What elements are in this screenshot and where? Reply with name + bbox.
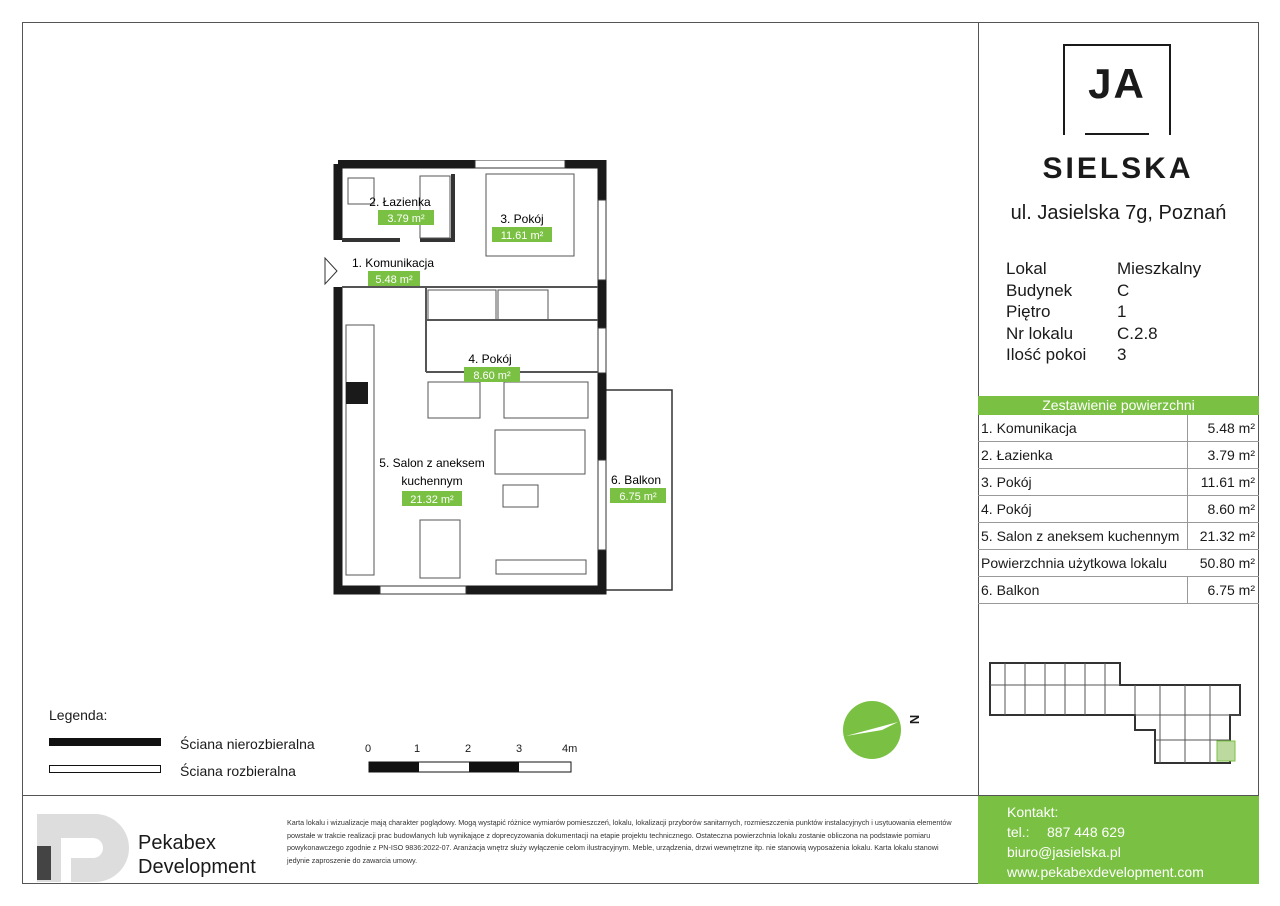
- room-label-balcony: [610, 473, 666, 503]
- company-name-line: Development: [138, 856, 256, 878]
- info-value: C.2.8: [1117, 323, 1158, 343]
- legend-wall-fixed-swatch: [49, 738, 161, 746]
- scale-bar: [368, 761, 572, 773]
- bed: [504, 382, 588, 418]
- info-label: Lokal: [1006, 259, 1047, 278]
- row-name: 6. Balkon: [978, 577, 1188, 603]
- info-value: 3: [1117, 345, 1127, 364]
- inner-wall: [426, 287, 598, 372]
- phone-number[interactable]: 887 448 629: [1047, 824, 1125, 840]
- legend-wall-fixed-label: Ściana nierozbieralna: [180, 736, 315, 752]
- info-label: Nr lokalu: [1006, 323, 1074, 343]
- legend-title: Legenda:: [49, 707, 108, 723]
- room-name: 5. Salon z aneksem: [379, 456, 485, 470]
- contact-website[interactable]: www.pekabexdevelopment.com: [1007, 864, 1204, 880]
- row-value: 5.48 m²: [1207, 420, 1255, 436]
- coffee-table: [503, 485, 538, 507]
- info-row: [1006, 344, 1201, 366]
- row-value: 11.61 m²: [1200, 474, 1255, 490]
- company-name: [138, 831, 256, 879]
- contact-title: Kontakt:: [1007, 804, 1059, 820]
- wardrobe: [428, 382, 480, 418]
- row-value: 3.79 m²: [1207, 447, 1255, 463]
- table-row: [978, 523, 1259, 550]
- table-row: [978, 496, 1259, 523]
- room-label-living: [379, 456, 484, 506]
- north-arrow-icon: [842, 700, 902, 760]
- table-row: [978, 442, 1259, 469]
- floor-plan: [320, 160, 680, 600]
- room-name: 3. Pokój: [500, 212, 544, 226]
- info-row: [1006, 280, 1201, 302]
- logo-name: SIELSKA: [1042, 152, 1194, 185]
- room-area: 21.32 m²: [410, 494, 454, 506]
- areas-table: [978, 396, 1259, 604]
- room-name: 4. Pokój: [468, 352, 512, 366]
- pekabex-logo-icon: [35, 812, 131, 884]
- north-label: N: [907, 714, 923, 725]
- contact-email[interactable]: biuro@jasielska.pl: [1007, 844, 1121, 860]
- site-plan: [985, 655, 1247, 765]
- table-row: [978, 415, 1259, 442]
- info-value: Mieszkalny: [1117, 259, 1202, 278]
- room-area: 5.48 m²: [375, 274, 413, 286]
- room-area: 3.79 m²: [387, 213, 425, 225]
- room-area: 11.61 m²: [500, 230, 544, 242]
- scale-label: 0: [365, 743, 372, 755]
- info-value: 1: [1117, 302, 1127, 321]
- logo-mark: JA: [1088, 60, 1146, 107]
- contact-phone: [1007, 822, 1259, 842]
- contact-box: [978, 796, 1259, 884]
- room-label-hall: [352, 256, 434, 286]
- row-value: 50.80 m²: [1199, 555, 1255, 571]
- apartment-info: [1006, 258, 1201, 366]
- row-value: 21.32 m²: [1199, 528, 1255, 544]
- room-label-room3: [492, 212, 552, 242]
- table-row-total: [978, 550, 1259, 577]
- window: [380, 586, 466, 594]
- room-label-bathroom: [369, 195, 434, 225]
- row-name: 4. Pokój: [978, 496, 1188, 522]
- row-name: 2. Łazienka: [978, 442, 1188, 468]
- tv-cabinet: [496, 560, 586, 574]
- row-name: 3. Pokój: [978, 469, 1188, 495]
- info-value: C: [1117, 280, 1130, 300]
- wardrobe: [428, 290, 496, 320]
- row-value: 6.75 m²: [1207, 582, 1255, 598]
- window: [475, 160, 565, 168]
- room-name: 6. Balkon: [610, 473, 662, 487]
- desk: [498, 290, 548, 320]
- legend-wall-removable-label: Ściana rozbieralna: [180, 763, 296, 779]
- room-label-room4: [464, 352, 520, 382]
- phone-label: tel.:: [1007, 824, 1030, 840]
- entrance-marker: [325, 258, 337, 284]
- window: [598, 200, 606, 280]
- disclaimer: Karta lokalu i wizualizacje mają charakter poglądowy. Mogą wystąpić różnice wymiarów pomieszczeń, lokalu, lokalizacji przyborów sanitarnych, rozmieszczenia punktów instalacyjnych i usytuowania elementów powstałe w trakcie realizacji prac budowlanych lub wynikające z doprecyzowania dokumentacji na etapie projektu technicznego. Ostateczna powierzchnia lokalu zostanie obliczona na podstawie pomiaru powykonawczego zgodnie z PN-ISO 9836:2022-07. Aranżacja wnętrz służy wyłączenie celom ilustracyjnym. Meble, urządzenia, drzwi wewnętrzne itp. nie stanowią wyposażenia lokalu. Karta lokalu stanowi jedynie zaproszenie do zawarcia umowy.: [287, 818, 952, 865]
- table-row: [978, 577, 1259, 604]
- company-name-line: Pekabex: [138, 832, 216, 854]
- row-name: 5. Salon z aneksem kuchennym: [978, 523, 1188, 549]
- window: [598, 460, 606, 550]
- scale-label: 4m: [562, 743, 578, 755]
- scale-label: 1: [414, 743, 421, 755]
- table-row: [978, 469, 1259, 496]
- kitchen-counter: [346, 325, 374, 575]
- scale-label: 2: [465, 743, 472, 755]
- areas-title: Zestawienie powierzchni: [978, 396, 1259, 415]
- sofa: [495, 430, 585, 474]
- info-label: Piętro: [1006, 302, 1051, 321]
- dining-table: [420, 520, 460, 578]
- row-name: 1. Komunikacja: [978, 415, 1188, 441]
- info-label: Ilość pokoi: [1006, 345, 1087, 364]
- scale-label: 3: [516, 743, 523, 755]
- room-name: 2. Łazienka: [369, 195, 431, 209]
- room-area: 6.75 m²: [619, 491, 657, 503]
- room-name: kuchennym: [401, 474, 463, 488]
- room-name: 1. Komunikacja: [351, 256, 435, 270]
- info-row: [1006, 323, 1201, 345]
- window: [598, 328, 606, 373]
- legend-wall-removable-swatch: [49, 765, 161, 773]
- info-label: Budynek: [1006, 280, 1073, 300]
- info-row: [1006, 301, 1201, 323]
- room-area: 8.60 m²: [473, 370, 511, 382]
- column: [346, 382, 368, 404]
- row-value: 8.60 m²: [1207, 501, 1255, 517]
- address: ul. Jasielska 7g, Poznań: [1010, 202, 1227, 224]
- row-name: Powierzchnia użytkowa lokalu: [981, 555, 1167, 571]
- info-row: [1006, 258, 1201, 280]
